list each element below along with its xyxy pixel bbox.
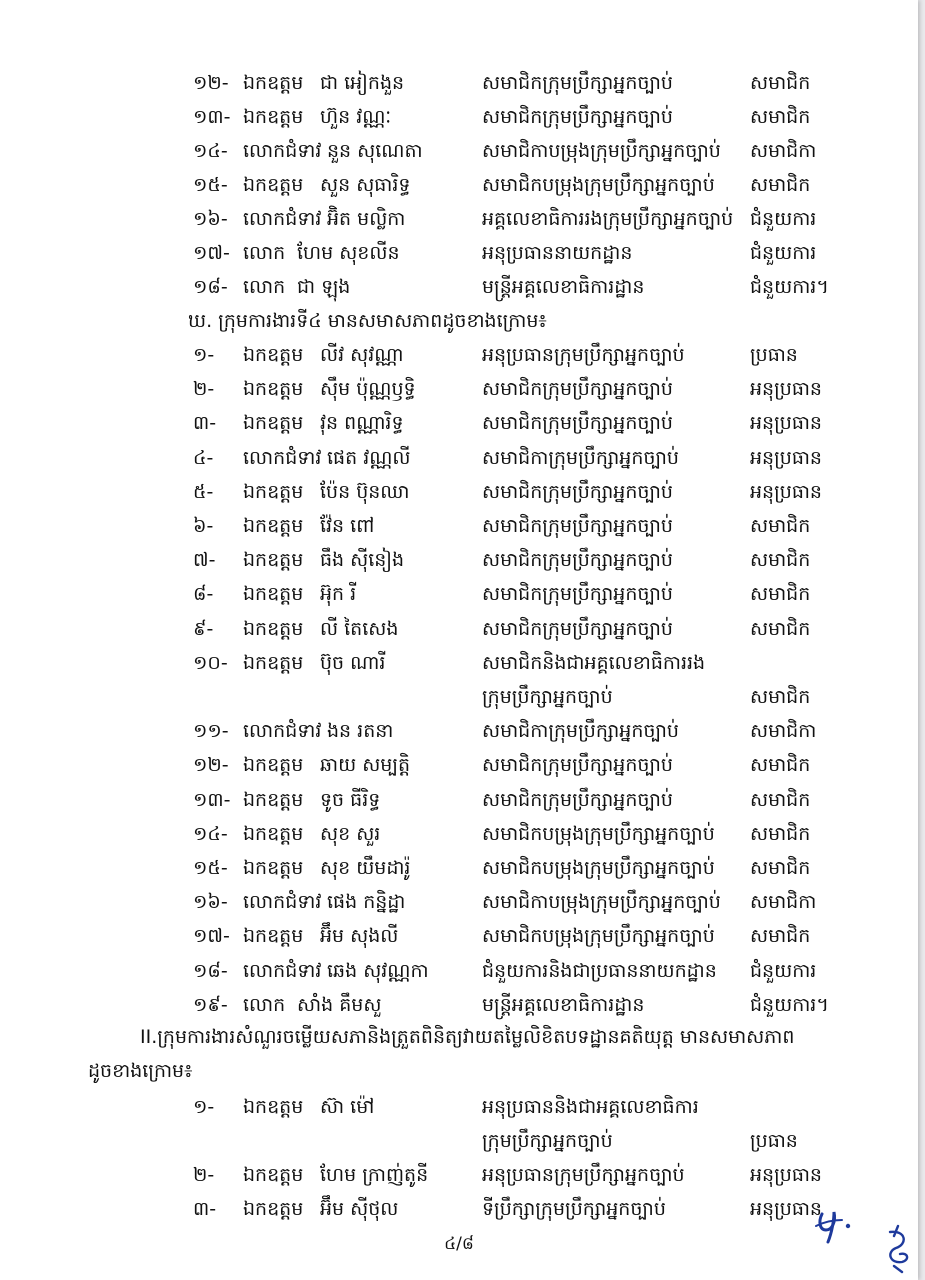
member-position: សមាជិកបម្រុងក្រុមប្រឹក្សាអ្នកច្បាប់ [482,174,715,196]
member-number: ១៤- [193,140,228,162]
member-role: សមាជិក [750,106,811,128]
member-position: សមាជិកក្រុមប្រឹក្សាអ្នកច្បាប់ [482,412,673,435]
member-title: លោក [243,242,286,264]
member-position: សមាជិកក្រុមប្រឹក្សាអ្នកច្បាប់ [482,378,673,401]
group4-heading: ឃ. ក្រុមការងារទី៤ មានសមាសភាពដូចខាងក្រោម៖ [188,310,547,332]
member-name: សុខ យឹមដារ៉ូ [320,857,411,879]
member-number: ១៨- [193,276,228,298]
member-name: លីវ សុវណ្ណា [320,344,404,366]
member-name: អ៊ុក រី [320,583,357,606]
member-role: សមាជិក [750,857,811,879]
member-row [0,921,918,951]
signature-side-mark [880,1222,916,1274]
member-position: ទីប្រឹក្សាក្រុមប្រឹក្សាអ្នកច្បាប់ [482,1198,666,1220]
member-role: ជំនួយការ [750,959,817,982]
member-role: ប្រធាន [750,344,798,366]
member-title: ឯកឧត្តម [243,1164,304,1186]
member-row [0,1092,918,1122]
member-title: ឯកឧត្តម [243,754,304,777]
member-title: ឯកឧត្តម [243,174,304,196]
member-row [0,750,918,780]
member-position: អនុប្រធានក្រុមប្រឹក្សាអ្នកច្បាប់ [482,344,685,366]
member-position: សមាជិកបម្រុងក្រុមប្រឹក្សាអ្នកច្បាប់ [482,857,715,879]
member-number: ២- [193,1164,215,1186]
member-name: ជា អៀកងួន [320,72,405,94]
member-title: លោកជំទាវ [243,446,322,469]
member-role: អនុប្រធាន [750,446,822,469]
member-row [0,716,918,746]
member-title: ឯកឧត្តម [243,1096,304,1118]
member-name: ស៊ឹម ប៉ុណ្ណឫទ្ធិ [320,378,416,401]
member-row [0,614,918,644]
member-position: អនុប្រធានក្រុមប្រឹក្សាអ្នកច្បាប់ [482,1164,685,1186]
member-title: លោកជំទាវ [243,891,322,914]
member-position: មន្ត្រីអគ្គលេខាធិការដ្ឋាន [482,993,645,1016]
member-row [0,136,918,166]
member-role: អនុប្រធាន [750,480,822,503]
member-name: ងន រតនា [327,720,394,743]
member-title: លោកជំទាវ [243,208,322,230]
member-position: សមាជិកក្រុមប្រឹក្សាអ្នកច្បាប់ [482,617,673,640]
member-name: ជា ឡុង [297,276,351,298]
member-position: អនុប្រធាននិងជាអគ្គលេខាធិការ [482,1096,699,1118]
member-name: អ៊ិត មល្លិកា [327,208,406,230]
member-row [0,990,918,1020]
member-role: សមាជិក [750,788,811,811]
member-role: ជំនួយការ។ [750,993,829,1016]
member-position: សមាជិកាបម្រុងក្រុមប្រឹក្សាអ្នកច្បាប់ [482,140,721,162]
member-position: សមាជិកក្រុមប្រឹក្សាអ្នកច្បាប់ [482,106,673,128]
member-role: សមាជិក [750,583,811,606]
member-title: ឯកឧត្តម [243,480,304,503]
member-name: ឆាយ សម្បត្តិ [320,754,411,777]
member-role: សមាជិក [750,925,811,948]
member-position: ក្រុមប្រឹក្សាអ្នកច្បាប់ [482,686,613,708]
member-title: លោកជំទាវ [243,720,322,743]
member-row [0,102,918,132]
member-position: អនុប្រធាននាយកដ្ឋាន [482,242,633,264]
member-position: សមាជិកក្រុមប្រឹក្សាអ្នកច្បាប់ [482,788,673,811]
member-role: សមាជិកា [750,720,817,743]
member-role: សមាជិក [750,822,811,845]
member-row [0,68,918,98]
member-role: សមាជិក [750,754,811,777]
page-number: ៤/៨ [444,1234,474,1254]
member-position: អគ្គលេខាធិការរងក្រុមប្រឹក្សាអ្នកច្បាប់ [482,208,734,230]
member-number: ១៩- [193,993,228,1016]
member-number: ៥- [193,480,214,503]
member-number: ១៧- [193,242,230,264]
member-row [0,477,918,507]
member-number: ៨- [193,583,214,606]
member-number: ៦- [193,515,214,537]
member-number: ៧- [193,549,216,572]
member-title: ឯកឧត្តម [243,72,304,94]
member-role: ជំនួយការ។ [750,276,829,298]
member-title: លោក [243,276,286,298]
member-number: ៣- [193,412,217,435]
member-position: សមាជិកក្រុមប្រឹក្សាអ្នកច្បាប់ [482,583,673,606]
member-row [0,682,918,712]
member-title: ឯកឧត្តម [243,344,304,366]
member-position: សមាជិកាក្រុមប្រឹក្សាអ្នកច្បាប់ [482,446,679,469]
member-row [0,272,918,302]
member-name: ធឹង ស៊ីនៀង [320,549,405,572]
member-role: អនុប្រធាន [750,412,822,435]
member-name: ហែម សុខលីន [297,242,400,264]
member-title: ឯកឧត្តម [243,788,304,811]
member-name: ហ៊ួន វណ្ណៈ [320,106,392,128]
member-position: សមាជិកបម្រុងក្រុមប្រឹក្សាអ្នកច្បាប់ [482,822,715,845]
member-name: វុន ពណ្ណារិទ្ធ [320,412,404,435]
member-position: សមាជិកក្រុមប្រឹក្សាអ្នកច្បាប់ [482,754,673,777]
member-title: ឯកឧត្តម [243,857,304,879]
member-name: សាំង គឹមសួ [297,993,382,1016]
member-name: ឆេង សុវណ្ណកា [327,959,429,982]
member-role: អនុប្រធាន [750,1164,822,1186]
member-number: ១៥- [193,857,228,879]
member-title: ឯកឧត្តម [243,583,304,606]
member-row [0,443,918,473]
member-name: ផេង កន្និដ្ឋា [327,891,406,914]
member-row [0,956,918,986]
member-name: ផេត វណ្ណលី [327,446,411,469]
member-position: សមាជិកនិងជាអគ្គលេខាធិការរង [482,651,706,674]
member-role: អនុប្រធាន [750,378,822,401]
member-role: សមាជិក [750,549,811,572]
member-row [0,408,918,438]
member-number: ៤- [193,446,214,469]
member-number: ១២- [193,72,229,94]
member-number: ១៣- [193,106,231,128]
member-role: អនុប្រធាន [750,1198,822,1220]
member-name: សួន សុធារិទ្ធ [320,174,411,196]
member-position: សមាជិកក្រុមប្រឹក្សាអ្នកច្បាប់ [482,480,673,503]
member-position: មន្ត្រីអគ្គលេខាធិការដ្ឋាន [482,276,645,298]
member-role: សមាជិកា [750,891,817,914]
member-position: សមាជិកក្រុមប្រឹក្សាអ្នកច្បាប់ [482,72,673,94]
member-row [0,1160,918,1190]
member-name: អ៊ឹម សុងលី [320,925,399,948]
section2-heading: II.ក្រុមការងារសំណួរចម្លើយសភានិងត្រួតពិនិត្យវាយតម្លៃលិខិតបទដ្ឋានគតិយុត្ត មានសមាសភាព [140,1026,795,1048]
member-name: ស៊ា ម៉ៅ [320,1096,375,1118]
member-title: លោកជំទាវ [243,140,322,162]
member-name: ទូច ធីរិទ្ធ [320,788,381,811]
signature-initial-mark [812,1196,858,1244]
member-position: ជំនួយការនិងជាប្រធាននាយកដ្ឋាន [482,959,717,982]
member-row [0,170,918,200]
member-position: សមាជិកាបម្រុងក្រុមប្រឹក្សាអ្នកច្បាប់ [482,891,721,914]
member-position: ក្រុមប្រឹក្សាអ្នកច្បាប់ [482,1130,613,1152]
member-role: ជំនួយការ [750,208,817,230]
member-title: លោក [243,993,286,1016]
member-number: ១៧- [193,925,230,948]
member-name: នួន សុណេតា [327,140,423,162]
member-title: ឯកឧត្តម [243,412,304,435]
member-role: សមាជិក [750,515,811,537]
member-title: ឯកឧត្តម [243,822,304,845]
member-number: ១៣- [193,788,231,811]
member-role: សមាជិក [750,686,811,708]
member-name: លី តៃសេង [320,617,399,640]
member-name: អ៊ឹម ស៊ីថុល [320,1198,399,1220]
member-title: ឯកឧត្តម [243,651,304,674]
member-row [0,819,918,849]
member-title: លោកជំទាវ [243,959,322,982]
member-row [0,545,918,575]
member-number: ១៦- [193,891,228,914]
member-title: ឯកឧត្តម [243,549,304,572]
member-name: សុខ សួរ [320,822,381,845]
member-row [0,887,918,917]
member-row [0,511,918,541]
member-role: សមាជិក [750,72,811,94]
member-position: សមាជិកបម្រុងក្រុមប្រឹក្សាអ្នកច្បាប់ [482,925,715,948]
member-name: ប៊ុច ណារី [320,651,386,674]
member-number: ១៦- [193,208,228,230]
member-name: ហែម ក្រាញ់តូនី [320,1164,429,1186]
section2-heading-cont: ដូចខាងក្រោម៖ [88,1060,193,1082]
member-title: ឯកឧត្តម [243,1198,304,1220]
member-row [0,579,918,609]
member-row [0,340,918,370]
member-number: ១២- [193,754,229,777]
member-position: សមាជិកក្រុមប្រឹក្សាអ្នកច្បាប់ [482,549,673,572]
member-row [0,1126,918,1156]
member-name: វ៉ែន ពៅ [320,515,375,537]
member-number: ១- [193,344,215,366]
member-row [0,853,918,883]
member-number: ១៥- [193,174,228,196]
member-row [0,374,918,404]
member-row [0,204,918,234]
member-name: ប៉ែន ប៊ុនឈា [320,480,410,503]
member-number: ១១- [193,720,229,743]
member-role: ប្រធាន [750,1130,798,1152]
member-role: សមាជិកា [750,140,817,162]
member-number: ១៤- [193,822,228,845]
member-title: ឯកឧត្តម [243,617,304,640]
member-title: ឯកឧត្តម [243,106,304,128]
member-position: សមាជិកាក្រុមប្រឹក្សាអ្នកច្បាប់ [482,720,679,743]
member-role: សមាជិក [750,617,811,640]
member-number: ១- [193,1096,215,1118]
member-row [0,1194,918,1224]
member-number: ៣- [193,1198,217,1220]
member-role: ជំនួយការ [750,242,817,264]
member-row [0,785,918,815]
member-title: ឯកឧត្តម [243,378,304,401]
member-number: ៩- [193,617,214,640]
member-row [0,648,918,678]
member-role: សមាជិក [750,174,811,196]
member-number: ១០- [193,651,228,674]
member-number: ២- [193,378,215,401]
member-row [0,238,918,268]
member-title: ឯកឧត្តម [243,925,304,948]
member-position: សមាជិកក្រុមប្រឹក្សាអ្នកច្បាប់ [482,515,673,537]
member-number: ១៨- [193,959,228,982]
member-title: ឯកឧត្តម [243,515,304,537]
